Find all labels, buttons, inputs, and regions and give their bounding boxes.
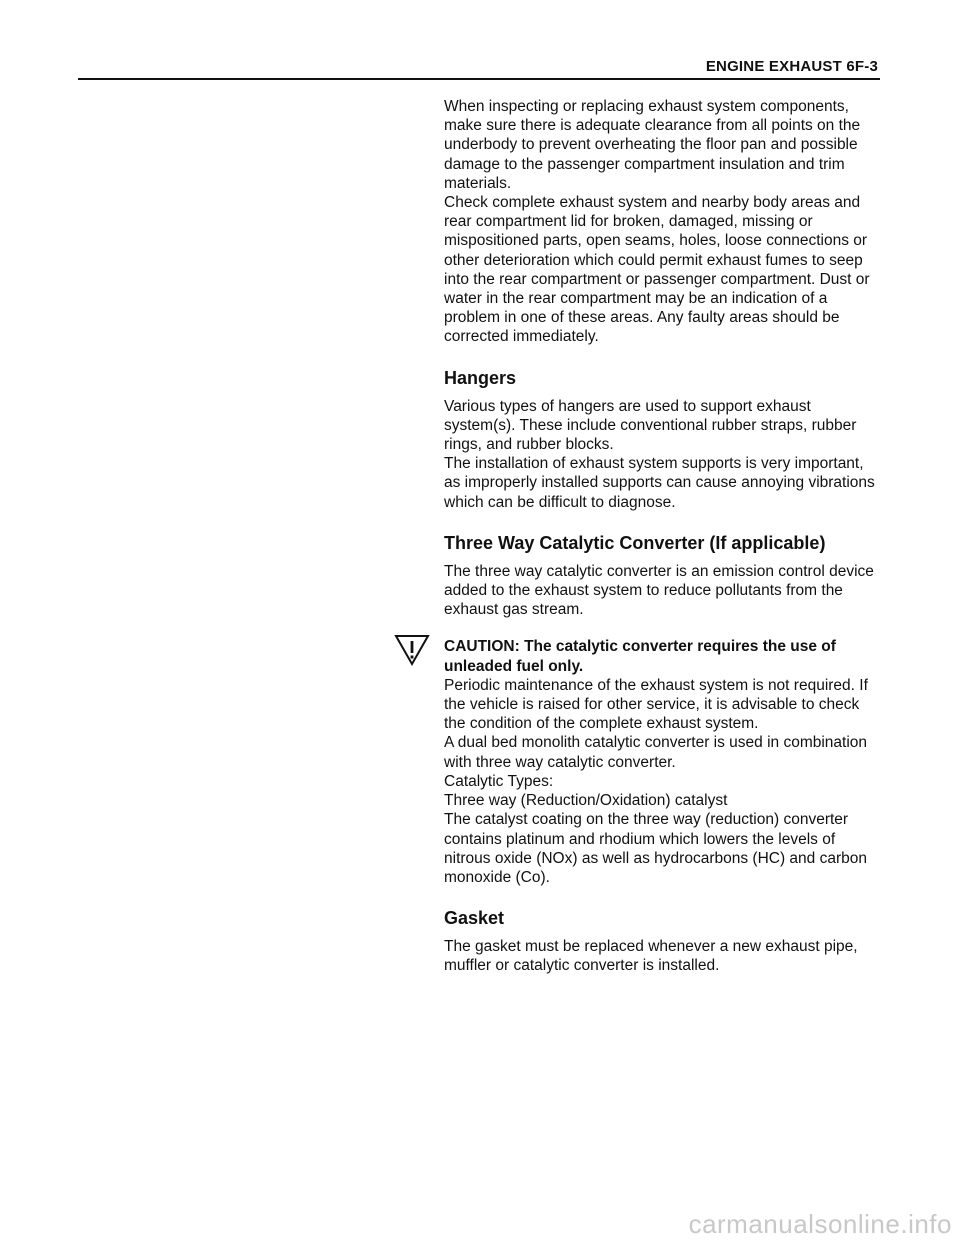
hangers-paragraph-1: Various types of hangers are used to support exhaust system(s). These include conventional rubber straps, rubber rings, and rubber blocks. [444,397,857,454]
converter-paragraph-5: Three way (Reduction/Oxidation) catalyst [444,792,728,810]
caution-triangle-icon [394,633,430,667]
page-title: ENGINE EXHAUST 6F-3 [705,58,878,75]
footer-watermark: carmanualsonline.info [688,1209,952,1239]
converter-paragraph-2: Periodic maintenance of the exhaust system is not required. If the vehicle is raised for other service, it is advisable to check the condition of the complete exhaust system. [444,676,868,733]
hangers-heading: Hangers [444,367,517,388]
converter-paragraph-3: A dual bed monolith catalytic converter is used in combination with three way catalytic converter. [444,734,868,771]
gasket-paragraph-1: The gasket must be replaced whenever a new exhaust pipe, muffler or catalytic converter is installed. [444,938,858,975]
intro-paragraph-1: When inspecting or replacing exhaust system components, make sure there is adequate clearance from all points on the underbody to prevent overheating the floor pan and possible damage to the passenger compartment insulation and trim materials. [444,98,861,192]
caution-block [444,637,884,675]
intro-paragraph-2: Check complete exhaust system and nearby body areas and rear compartment lid for broken, damaged, missing or mispositioned parts, open seams, holes, loose connections or other deterioration which could permit exhaust fumes to seep into the rear compartment or passenger compartment. Dust or water in the rear compartment may be an indication of a problem in one of these areas. Any faulty areas should be corrected immediately. [444,194,870,346]
converter-heading: Three Way Catalytic Converter (If applicable) [444,532,826,553]
gasket-heading: Gasket [444,908,505,929]
page-header [78,56,880,80]
caution-text: CAUTION: The catalytic converter requires the use of unleaded fuel only. [444,638,836,675]
hangers-paragraph-2: The installation of exhaust system supports is very important, as improperly installed supports can cause annoying vibrations which can be difficult to diagnose. [444,455,875,511]
converter-paragraph-6: The catalyst coating on the three way (reduction) converter contains platinum and rhodium which lowers the levels of nitrous oxide (NOx) as well as hydrocarbons (HC) and carbon monoxide (Co). [444,811,867,886]
converter-paragraph-4: Catalytic Types: [444,772,554,790]
main-content [444,97,884,976]
converter-paragraph-1: The three way catalytic converter is an emission control device added to the exhaust system to reduce pollutants from the exhaust gas stream. [444,562,874,619]
